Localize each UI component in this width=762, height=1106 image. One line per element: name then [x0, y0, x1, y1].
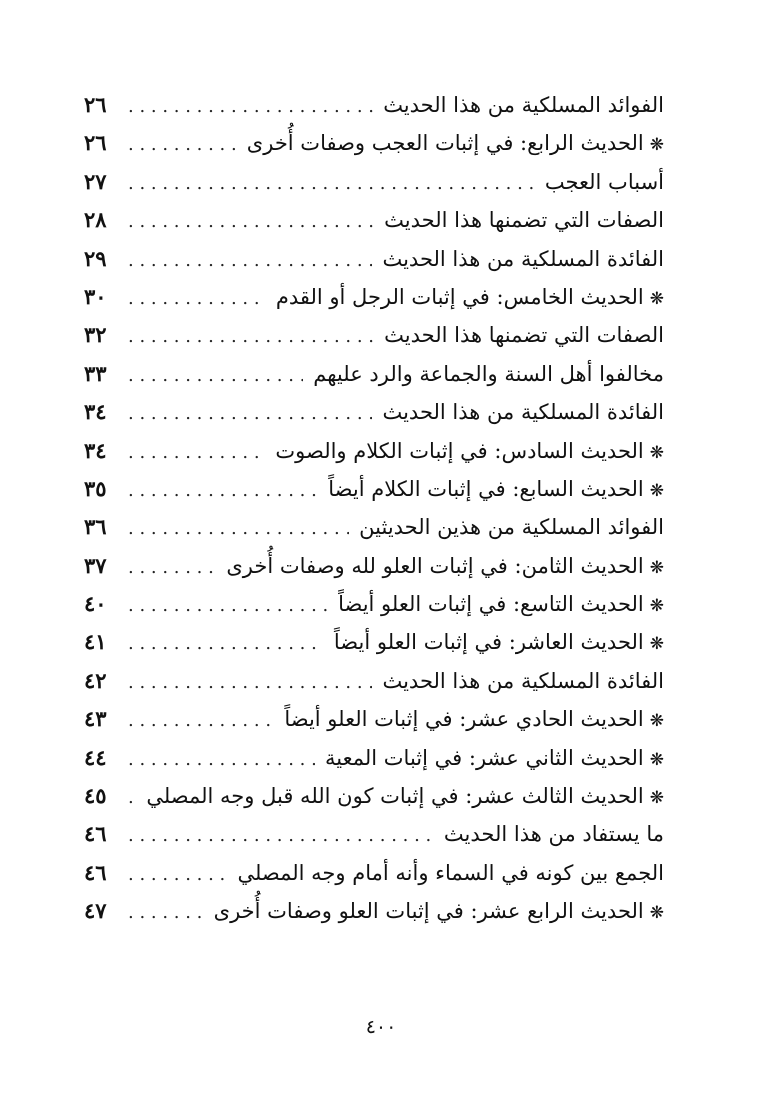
toc-page-number: ٣٣ [84, 360, 107, 386]
toc-entry-text: الحديث العاشر: في إثبات العلو أيضاً [333, 630, 644, 655]
toc-entry-text: الحديث السادس: في إثبات الكلام والصوت [275, 438, 644, 463]
toc-page-number: ٤٦ [84, 821, 107, 847]
toc-entry-text: الحديث الرابع: في إثبات العجب وصفات أُخرى [246, 131, 644, 156]
toc-entry-text: ما يستفاد من هذا الحديث [443, 822, 664, 847]
toc-entry [84, 163, 664, 201]
asterisk-icon: ❋ [649, 135, 664, 156]
toc-entry-text: الجمع بين كونه في السماء وأنه أمام وجه المصلي [237, 860, 664, 885]
toc-entry [84, 739, 664, 777]
dot-leader [128, 318, 374, 356]
toc-entry [84, 700, 664, 738]
dot-leader [128, 741, 315, 779]
toc-page-number: ٣٧ [84, 552, 107, 578]
toc-entry-title [146, 777, 664, 817]
dot-leader [128, 510, 349, 548]
toc-entry [84, 854, 664, 892]
toc-page-number: ٢٧ [84, 168, 107, 194]
toc-entry [84, 662, 664, 700]
toc-entry-title [384, 201, 664, 239]
toc-entry-text: الفائدة المسلكية من هذا الحديث [382, 400, 664, 425]
toc-entry-title [237, 854, 664, 892]
toc-entry-title [334, 623, 664, 663]
asterisk-icon: ❋ [649, 557, 664, 578]
toc-entry-text: الفائدة المسلكية من هذا الحديث [382, 668, 664, 693]
dot-leader [128, 434, 265, 472]
toc-page-number: ٣٢ [84, 322, 107, 348]
dot-leader [128, 779, 136, 817]
toc-entry [84, 585, 664, 623]
toc-entry [84, 470, 664, 508]
toc-page-number: ٤٦ [84, 859, 107, 885]
toc-entry-text: الحديث الثامن: في إثبات العلو لله وصفات أُخرى [226, 553, 644, 578]
toc-page-number: ٢٨ [84, 207, 107, 233]
toc-entry-title [382, 240, 664, 278]
toc-page-number: ٣٠ [84, 283, 107, 309]
toc-entry [84, 393, 664, 431]
toc-page-number: ٤٣ [84, 706, 107, 732]
toc-entry-title [328, 470, 664, 510]
toc-entry-text: الحديث الخامس: في إثبات الرجل أو القدم [275, 284, 644, 309]
toc-entry [84, 623, 664, 661]
toc-entry-title [247, 124, 664, 164]
toc-entry-title [338, 585, 664, 625]
toc-entry-title [384, 316, 664, 354]
dot-leader [128, 165, 535, 203]
asterisk-icon: ❋ [649, 442, 664, 463]
toc-entry-title [382, 393, 664, 431]
toc-entry [84, 86, 664, 124]
dot-leader [128, 280, 266, 318]
toc-entry [84, 201, 664, 239]
toc-entry [84, 124, 664, 162]
dot-leader [128, 242, 372, 280]
asterisk-icon: ❋ [649, 634, 664, 655]
dot-leader [128, 625, 324, 663]
toc-page-number: ٤٠ [84, 591, 107, 617]
toc-entry-text: الحديث الثالث عشر: في إثبات كون الله قبل وجه المصلي [146, 784, 644, 809]
toc-entry [84, 240, 664, 278]
toc-entry-title [545, 163, 664, 201]
toc-entry-text: الفوائد المسلكية من هذا الحديث [383, 93, 664, 117]
toc-entry [84, 508, 664, 546]
toc-entry [84, 777, 664, 815]
toc-entry-title [284, 700, 664, 740]
dot-leader [128, 203, 374, 241]
asterisk-icon: ❋ [649, 288, 664, 309]
toc-entry [84, 432, 664, 470]
toc-entry-text: الحديث التاسع: في إثبات العلو أيضاً [338, 592, 644, 617]
asterisk-icon: ❋ [649, 596, 664, 617]
dot-leader [128, 88, 373, 126]
toc-entry-title [275, 432, 664, 472]
toc-entry-title [383, 86, 664, 124]
dot-leader [128, 587, 328, 625]
dot-leader [128, 395, 372, 433]
asterisk-icon: ❋ [649, 711, 664, 732]
toc-entry-text: مخالفوا أهل السنة والجماعة والرد عليهم [313, 361, 664, 386]
toc-entry-text: الصفات التي تضمنها هذا الحديث [384, 323, 664, 348]
toc-page-number: ٤٢ [84, 667, 107, 693]
toc-entry-text: الحديث الحادي عشر: في إثبات العلو أيضاً [284, 707, 644, 732]
toc-page-number: ٤١ [84, 629, 107, 655]
toc-page-number: ٣٥ [84, 475, 107, 501]
asterisk-icon: ❋ [649, 903, 664, 924]
toc-entry-text: الصفات التي تضمنها هذا الحديث [384, 208, 664, 233]
toc-entry-title [359, 508, 664, 546]
toc-entry-text: الحديث الرابع عشر: في إثبات العلو وصفات أُخرى [213, 899, 644, 924]
toc-entry-title [313, 355, 664, 393]
table-of-contents [84, 86, 664, 931]
toc-entry-title [214, 892, 664, 932]
toc-entry [84, 278, 664, 316]
dot-leader [128, 664, 372, 702]
asterisk-icon: ❋ [649, 480, 664, 501]
toc-entry-text: الفائدة المسلكية من هذا الحديث [382, 246, 664, 271]
toc-page-number: ٣٦ [84, 514, 107, 540]
toc-page-number: ٢٦ [84, 130, 107, 156]
toc-entry-text: الحديث السابع: في إثبات الكلام أيضاً [328, 476, 644, 501]
dot-leader [128, 817, 434, 855]
toc-entry [84, 355, 664, 393]
toc-entry-title [325, 739, 664, 779]
toc-entry [84, 316, 664, 354]
toc-entry-text: أسباب العجب [544, 169, 664, 194]
toc-entry-text: الفوائد المسلكية من هذين الحديثين [359, 515, 664, 540]
toc-page-number: ٤٥ [84, 783, 107, 809]
toc-page-number: ٣٤ [84, 437, 107, 463]
toc-entry-title [226, 547, 664, 587]
toc-entry [84, 547, 664, 585]
dot-leader [128, 702, 274, 740]
toc-page-number: ٤٧ [84, 898, 107, 924]
toc-page-number: ٢٦ [84, 92, 107, 117]
toc-entry-title [276, 278, 664, 318]
page-number: ٤٠٠ [365, 1016, 397, 1038]
dot-leader [128, 894, 204, 932]
toc-entry [84, 815, 664, 853]
dot-leader [128, 126, 237, 164]
toc-entry-title [444, 815, 664, 853]
asterisk-icon: ❋ [649, 788, 664, 809]
dot-leader [128, 357, 303, 395]
toc-page-number: ٢٩ [84, 245, 107, 271]
toc-entry-text: الحديث الثاني عشر: في إثبات المعية [325, 745, 644, 770]
dot-leader [128, 549, 216, 587]
dot-leader [128, 856, 227, 894]
toc-entry-title [382, 662, 664, 700]
toc-entry [84, 892, 664, 930]
asterisk-icon: ❋ [649, 749, 664, 770]
toc-page-number: ٤٤ [84, 744, 107, 770]
dot-leader [128, 472, 318, 510]
toc-page-number: ٣٤ [84, 399, 107, 425]
